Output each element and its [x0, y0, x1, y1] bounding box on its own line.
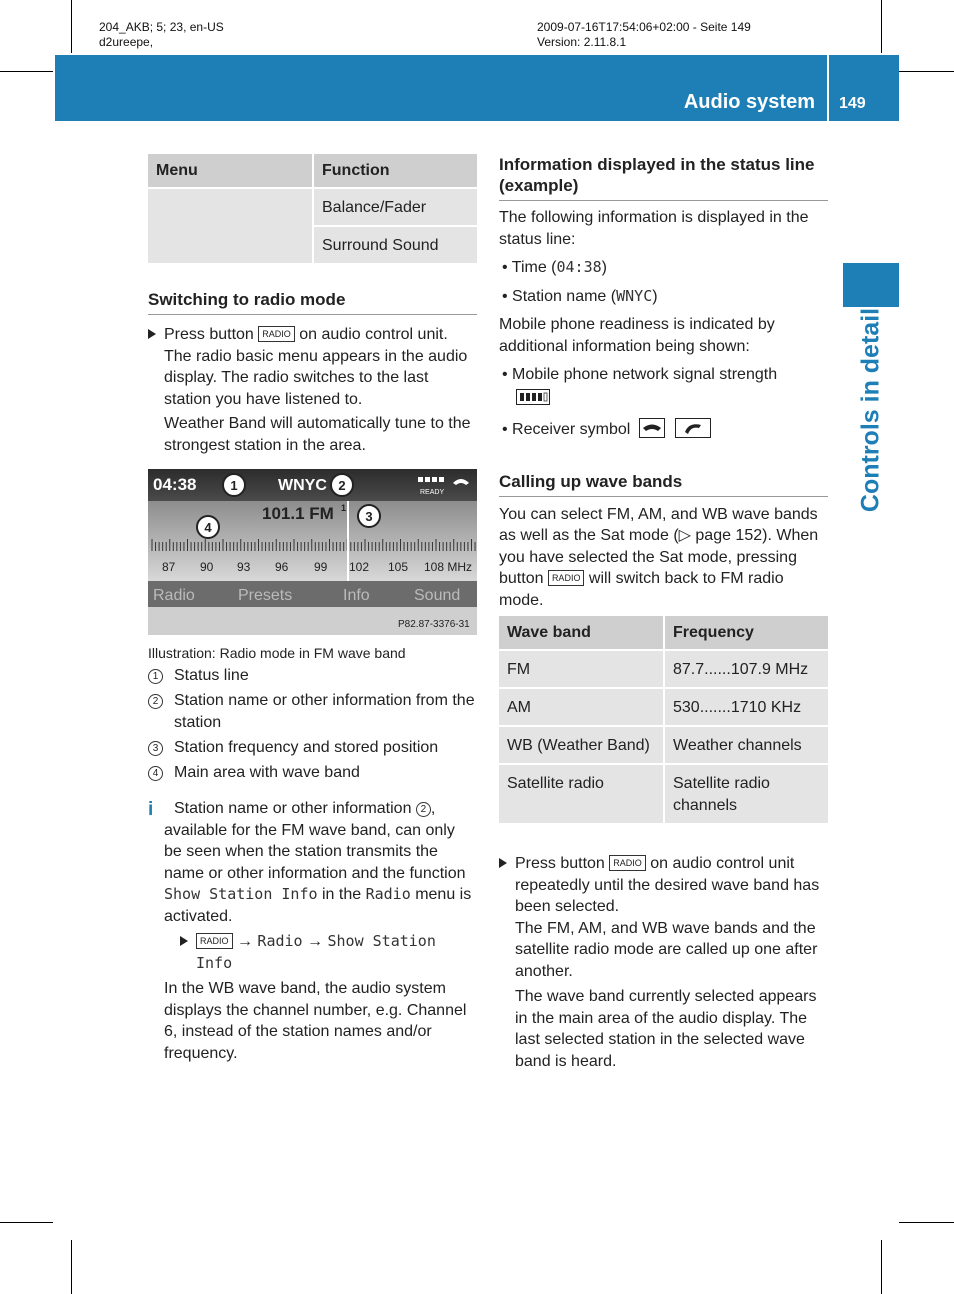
side-tab — [843, 263, 899, 307]
header-divider — [827, 55, 829, 121]
display-preset: 1 — [341, 503, 347, 513]
legend-number: 1 — [148, 669, 163, 684]
step-arrow-icon — [180, 936, 188, 946]
table-cell: Balance/Fader — [314, 189, 477, 227]
scale-label: 102 — [349, 560, 370, 574]
menu-item-sound: Sound — [414, 587, 461, 604]
crop-mark — [899, 1222, 954, 1223]
bullet-item: • Time (04:38) — [502, 258, 607, 276]
radio-display-illustration — [148, 469, 477, 635]
paragraph: You can select FM, AM, and WB wave bands as well as the Sat mode (▷ page 152). When you have selected the Sat mode, pressing button RADIO will switch back to FM radio mode. — [499, 505, 819, 609]
signal-strength-icon — [516, 389, 828, 412]
scale-label: 90 — [200, 560, 214, 574]
radio-button-icon: RADIO — [548, 570, 585, 586]
instruction-step: Press button RADIO on audio control unit. The radio basic menu appears in the audio display. The radio switches to the last station you have listened to. — [148, 324, 477, 410]
legend-item: 1 Status line — [148, 665, 477, 687]
crop-mark — [71, 1240, 72, 1294]
illustration-code: P82.87-3376-31 — [398, 619, 470, 630]
bullet-item: • Receiver symbol — [499, 418, 828, 445]
section-title: Audio system — [683, 91, 815, 113]
figure-caption: Illustration: Radio mode in FM wave band — [148, 645, 406, 661]
scale-label: 105 — [388, 560, 409, 574]
callout-3 — [358, 505, 380, 527]
scale-label: 108 MHz — [424, 560, 473, 574]
step-arrow-icon — [499, 858, 507, 868]
table-cell: AM — [499, 689, 665, 727]
table-header: Frequency — [665, 616, 828, 651]
callout-4 — [197, 516, 219, 538]
scale-label: 99 — [314, 560, 328, 574]
frequency-labels — [162, 560, 472, 574]
callout-1 — [223, 474, 245, 496]
table-row — [499, 651, 828, 689]
radio-button-icon: RADIO — [258, 326, 295, 342]
wb-note: In the WB wave band, the audio system displays the channel number, e.g. Channel 6, instead of the station names and/or frequency. — [164, 980, 467, 1062]
crop-mark — [899, 71, 954, 72]
table-row — [499, 727, 828, 765]
print-meta-left: 204_AKB; 5; 23, en-US d2ureepe, — [99, 20, 224, 49]
legend-item: 3 Station frequency and stored position — [148, 737, 477, 759]
bullet-item: • Mobile phone network signal strength — [499, 364, 828, 411]
table-cell: Weather channels — [665, 727, 828, 765]
table-cell: Surround Sound — [314, 227, 477, 265]
header-bar — [55, 55, 899, 121]
menu-table — [148, 154, 477, 265]
crop-mark — [881, 0, 882, 53]
receiver-on-icon — [675, 418, 711, 445]
table-row — [148, 189, 477, 227]
display-station: WNYC — [278, 477, 327, 494]
wave-band-table — [499, 616, 828, 825]
menu-path: RADIO → Radio → Show Station Info — [180, 931, 477, 974]
legend-number: 2 — [416, 802, 431, 817]
table-header: Function — [314, 154, 477, 189]
section-heading: Calling up wave bands — [499, 471, 828, 497]
svg-text:3: 3 — [365, 509, 373, 524]
bullet-item: • Station name (WNYC) — [502, 286, 658, 305]
display-frequency: 101.1 FM — [262, 504, 334, 523]
receiver-off-icon — [639, 418, 665, 445]
page-number: 149 — [839, 95, 866, 112]
table-row — [499, 765, 828, 825]
svg-text:2: 2 — [338, 478, 346, 493]
scale-label: 93 — [237, 560, 251, 574]
table-header-row — [499, 616, 828, 651]
table-cell: Satellite radio — [499, 765, 665, 825]
table-header: Wave band — [499, 616, 665, 651]
svg-text:4: 4 — [204, 520, 212, 535]
paragraph: Mobile phone readiness is indicated by additional information being shown: — [499, 316, 775, 355]
instruction-step: Press button RADIO on audio control unit repeatedly until the desired wave band has been selected. The FM, AM, and WB wave bands and the satellite radio mode are called up one after another. — [499, 853, 828, 982]
table-cell: WB (Weather Band) — [499, 727, 665, 765]
display-time: 04:38 — [153, 475, 197, 494]
step-arrow-icon — [148, 329, 156, 339]
table-header-row — [148, 154, 477, 189]
scale-label: 96 — [275, 560, 289, 574]
scale-label: 87 — [162, 560, 176, 574]
radio-display-svg — [148, 469, 477, 635]
info-icon: i — [148, 799, 154, 820]
table-cell: 530.......1710 KHz — [665, 689, 828, 727]
legend-number: 2 — [148, 694, 163, 709]
right-column — [499, 154, 828, 1072]
left-column — [148, 154, 477, 1064]
svg-text:1: 1 — [230, 478, 238, 493]
table-cell — [148, 189, 314, 265]
legend-item: 4 Main area with wave band — [148, 762, 477, 784]
legend-list — [148, 665, 477, 784]
table-header: Menu — [148, 154, 314, 189]
menu-item-info: Info — [343, 587, 370, 604]
legend-number: 3 — [148, 741, 163, 756]
section-heading: Switching to radio mode — [148, 289, 477, 315]
side-tab-label: Controls in detail — [856, 307, 885, 513]
display-ready: READY — [420, 489, 445, 496]
paragraph: The following information is displayed in the status line: — [499, 209, 809, 248]
crop-mark — [0, 71, 53, 72]
menu-item-presets: Presets — [238, 587, 293, 604]
crop-mark — [71, 0, 72, 53]
print-meta-right: 2009-07-16T17:54:06+02:00 - Seite 149 Version: 2.11.8.1 — [537, 20, 751, 49]
legend-item: 2 Station name or other information from the station — [148, 690, 477, 734]
table-row — [499, 689, 828, 727]
menu-item-radio: Radio — [153, 587, 195, 604]
paragraph: The wave band currently selected appears in the main area of the audio display. The last selected station in the selected wave band is heard. — [515, 988, 817, 1070]
info-note: i Station name or other information 2 , available for the FM wave band, can only be seen when the station transmits the name or other information and the function Show Station Info in the Radio menu is activated. — [148, 799, 472, 925]
legend-number: 4 — [148, 766, 163, 781]
weather-note: Weather Band will automatically tune to the strongest station in the area. — [164, 415, 471, 454]
section-heading: Information displayed in the status line (example) — [499, 154, 828, 201]
table-cell: Satellite radio channels — [665, 765, 828, 825]
table-cell: 87.7......107.9 MHz — [665, 651, 828, 689]
table-cell: FM — [499, 651, 665, 689]
callout-2 — [331, 474, 353, 496]
crop-mark — [881, 1240, 882, 1294]
radio-button-icon: RADIO — [609, 855, 646, 871]
crop-mark — [0, 1222, 53, 1223]
radio-button-icon: RADIO — [196, 933, 233, 949]
